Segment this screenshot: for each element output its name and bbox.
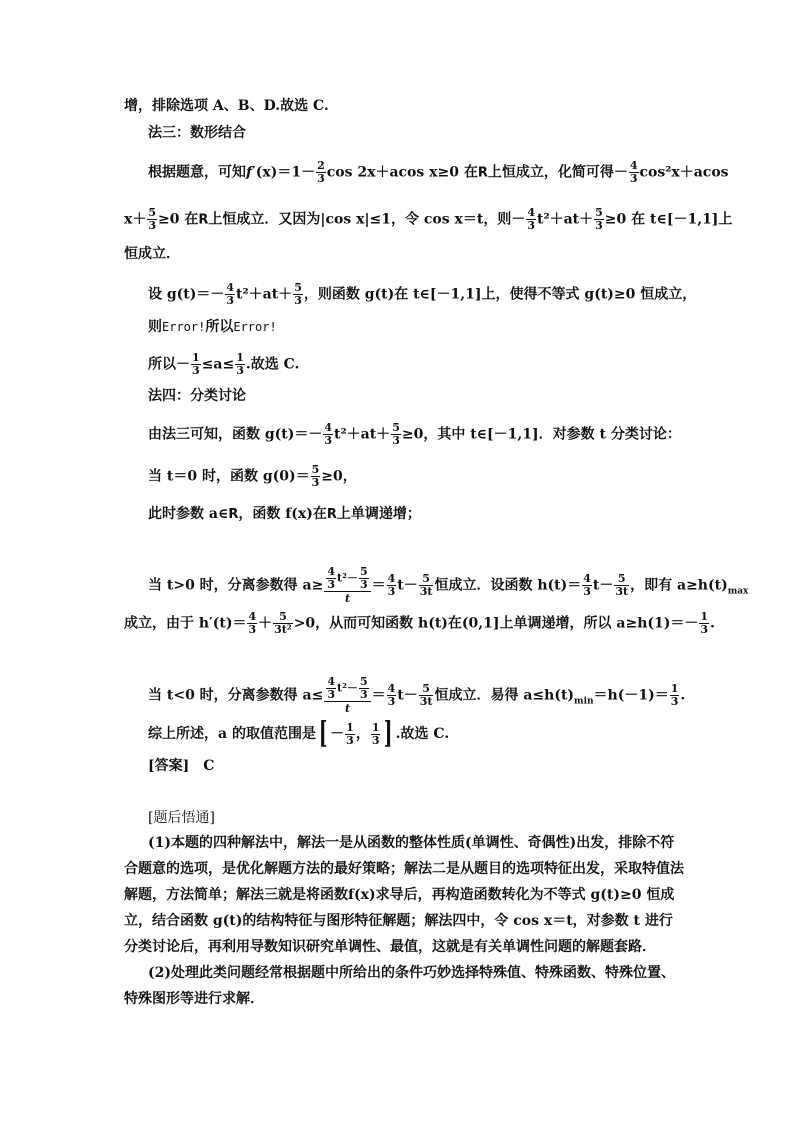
heading-text: 法四：分类讨论 bbox=[148, 388, 246, 404]
fraction bbox=[359, 566, 369, 591]
numerator: 5 bbox=[614, 573, 629, 586]
text-line-5 bbox=[124, 245, 180, 263]
seg: 恒成立．设函数 h(t)＝ bbox=[434, 577, 582, 594]
real-set-symbol: R bbox=[198, 212, 209, 228]
fraction bbox=[326, 676, 336, 701]
numerator: 1 bbox=[371, 720, 380, 734]
text-line-6 bbox=[148, 282, 696, 307]
seg: t－ bbox=[397, 687, 418, 704]
denominator: t bbox=[344, 702, 351, 715]
fraction bbox=[526, 207, 536, 232]
denominator: 3 bbox=[595, 219, 603, 232]
seg: t²＋at＋ bbox=[334, 426, 391, 443]
seg: t²＋at＋ bbox=[236, 286, 293, 303]
numerator: 5 bbox=[359, 565, 368, 578]
fraction bbox=[419, 573, 434, 598]
seg: 当 t＝0 时，函数 g(0)＝ bbox=[148, 468, 310, 485]
paragraph-text: (1)本题的四种解法中，解法一是从函数的整体性质(单调性、奇偶性)出发，排除不符合题意的选项，是优化解题方法的最好策略；解法二是从题目的选项特征出发，采取特值法解题，方法简单；解法三就是将函数f(x)求导后，再构造函数转化为不等式 g(t)≥0 恒成立，结合函数 g(t)的结构特征与图形特征解题；解法四中，令 cos x＝t，对参数 t 进行分类讨论后，再利用导数知识研究单调性、最值，这就是有关单调性问题的解题套路． bbox=[124, 835, 684, 955]
right-bracket: ] bbox=[384, 716, 393, 751]
text-line-13 bbox=[148, 566, 748, 605]
seg: ≥0， bbox=[321, 468, 357, 485]
seg: f bbox=[246, 164, 253, 181]
numerator: 4 bbox=[583, 572, 591, 585]
seg: 根据题意，可知 bbox=[148, 164, 246, 181]
seg: 所以 bbox=[205, 319, 234, 335]
numerator: 4 bbox=[387, 572, 396, 585]
seg: ′ bbox=[252, 164, 256, 181]
denominator: 3 bbox=[311, 476, 320, 489]
fraction bbox=[359, 676, 369, 701]
paragraph-text: (2)处理此类问题经常根据题中所给出的条件巧妙选择特殊值、特殊函数、特殊位置、特殊图形等进行求解． bbox=[124, 965, 675, 1007]
seg: t－ bbox=[592, 577, 614, 594]
numerator: 5 bbox=[359, 675, 368, 688]
seg: cos²x＋acos bbox=[639, 164, 729, 181]
numerator: 4 bbox=[527, 206, 535, 219]
fraction bbox=[594, 207, 604, 232]
seg: 恒成立．易得 a≤h(t) bbox=[434, 687, 575, 704]
seg: 上单调递增； bbox=[336, 506, 421, 522]
seg: t²－ bbox=[337, 571, 358, 585]
denominator: 3 bbox=[359, 688, 368, 701]
seg: 由法三可知，函数 g(t)＝－ bbox=[148, 426, 323, 443]
heading-text: 法三：数形结合 bbox=[148, 125, 246, 141]
text-line-16 bbox=[148, 716, 450, 751]
answer-text: [答案] C bbox=[148, 758, 215, 774]
seg: 所以－ bbox=[148, 356, 190, 373]
seg: ≥0 在 bbox=[158, 211, 199, 228]
summary-paragraph-2 bbox=[124, 960, 684, 1012]
compound-fraction bbox=[324, 566, 370, 605]
numerator bbox=[324, 676, 370, 702]
denominator: 3t bbox=[615, 585, 629, 598]
method-four-heading bbox=[148, 387, 246, 405]
error-placeholder: Error! bbox=[162, 320, 206, 334]
text-line-4 bbox=[124, 207, 732, 232]
seg: 当 t>0 时，分离参数得 a≥ bbox=[148, 577, 324, 594]
text-line-1 bbox=[124, 97, 329, 115]
heading-text: [题后悟通] bbox=[148, 810, 215, 826]
seg: ，函数 f(x)在 bbox=[238, 506, 327, 522]
method-three-heading bbox=[148, 124, 246, 142]
numerator: 4 bbox=[324, 421, 333, 434]
denominator: 3 bbox=[670, 695, 679, 708]
seg: 上恒成立．又因为|cos x|≤1，令 cos x＝t，则－ bbox=[208, 211, 526, 228]
fraction bbox=[273, 611, 293, 636]
text-line-12 bbox=[148, 505, 421, 524]
numerator: 4 bbox=[327, 565, 336, 578]
numerator: 1 bbox=[236, 351, 244, 364]
seg: ，则函数 g(t)在 t∈[－1,1]上，使得不等式 g(t)≥0 恒成立， bbox=[303, 286, 697, 303]
seg: ＋ bbox=[258, 615, 273, 632]
seg: ＝ bbox=[371, 577, 386, 594]
seg: t²＋at＋ bbox=[536, 211, 594, 228]
denominator: 3 bbox=[248, 623, 257, 636]
seg: 当 t<0 时，分离参数得 a≤ bbox=[148, 687, 324, 704]
compound-fraction bbox=[324, 676, 370, 715]
fraction bbox=[316, 160, 326, 185]
numerator: 5 bbox=[294, 281, 302, 294]
seg: t－ bbox=[397, 577, 418, 594]
seg: ， bbox=[355, 726, 370, 742]
real-set-symbol: R bbox=[477, 165, 488, 181]
seg: cos 2x＋acos x≥0 在 bbox=[326, 164, 478, 181]
seg: 上恒成立，化简可得－ bbox=[487, 164, 628, 181]
seg: (x)＝1－ bbox=[255, 164, 316, 181]
numerator bbox=[324, 566, 370, 592]
line-1-text: 增，排除选项 A、B、D.故选 C. bbox=[124, 98, 329, 114]
numerator: 4 bbox=[327, 675, 336, 688]
seg: x＋ bbox=[124, 211, 147, 228]
text-line-8 bbox=[148, 352, 299, 377]
text-line-10 bbox=[148, 422, 681, 447]
fraction bbox=[391, 422, 401, 447]
seg: 设 g(t)＝－ bbox=[148, 286, 225, 303]
seg: 恒成立． bbox=[124, 246, 180, 262]
seg: (t)＝ bbox=[212, 615, 247, 632]
denominator: 3 bbox=[236, 364, 244, 377]
denominator: 3 bbox=[327, 688, 336, 701]
denominator: 3 bbox=[387, 695, 396, 708]
error-placeholder: Error! bbox=[233, 320, 277, 334]
seg: ＝ bbox=[371, 687, 386, 704]
denominator: 3 bbox=[359, 578, 368, 591]
seg: >0，从而可知函数 h(t)在(0,1]上单调递增，所以 a≥h(1)＝－ bbox=[293, 615, 699, 632]
fraction bbox=[629, 160, 639, 185]
numerator: 4 bbox=[629, 159, 638, 172]
denominator: 3 bbox=[629, 172, 638, 185]
numerator: 4 bbox=[248, 610, 257, 623]
denominator: t bbox=[344, 592, 351, 605]
denominator: 3 bbox=[527, 219, 535, 232]
seg: . bbox=[680, 687, 686, 704]
numerator: 5 bbox=[148, 206, 157, 219]
seg: ＝h(－1)＝ bbox=[593, 687, 669, 704]
seg: ≤a≤ bbox=[201, 356, 235, 373]
fraction bbox=[699, 611, 709, 636]
fraction bbox=[387, 683, 397, 708]
numerator: 1 bbox=[192, 351, 200, 364]
denominator: 3 bbox=[226, 294, 235, 307]
subscript-min: min bbox=[574, 696, 594, 707]
fraction bbox=[614, 573, 629, 598]
fraction bbox=[311, 464, 321, 489]
seg: － bbox=[330, 726, 345, 742]
seg: 此时参数 a∈ bbox=[148, 506, 229, 522]
numerator: 1 bbox=[346, 720, 354, 734]
numerator: 5 bbox=[311, 463, 320, 476]
subscript-max: max bbox=[727, 586, 749, 597]
fraction bbox=[191, 352, 201, 377]
denominator: 3 bbox=[583, 585, 591, 598]
seg: .故选 C. bbox=[395, 726, 450, 742]
seg: t²－ bbox=[337, 681, 358, 695]
numerator: 5 bbox=[419, 573, 434, 586]
fraction bbox=[387, 573, 397, 598]
text-line-7 bbox=[148, 318, 277, 336]
denominator: 3 bbox=[192, 364, 200, 377]
text-line-14 bbox=[124, 611, 715, 636]
fraction bbox=[225, 282, 235, 307]
fraction bbox=[345, 722, 355, 747]
seg: ，即有 a≥h(t) bbox=[630, 577, 728, 594]
numerator: 5 bbox=[273, 611, 293, 624]
seg: 成立，由于 h′ bbox=[124, 615, 213, 632]
fraction bbox=[247, 611, 257, 636]
numerator: 4 bbox=[387, 682, 396, 695]
numerator: 4 bbox=[226, 281, 235, 294]
answer-line bbox=[148, 757, 214, 775]
summary-paragraph-1 bbox=[124, 830, 684, 960]
numerator: 5 bbox=[419, 683, 434, 696]
fraction bbox=[323, 422, 333, 447]
denominator: 3 bbox=[317, 172, 325, 185]
fraction bbox=[326, 566, 336, 591]
numerator: 2 bbox=[317, 159, 325, 172]
numerator: 5 bbox=[595, 206, 603, 219]
denominator: 3t bbox=[419, 695, 433, 708]
left-bracket: [ bbox=[318, 716, 328, 751]
fraction bbox=[419, 683, 434, 708]
seg: ≥0，其中 t∈[－1,1]．对参数 t 分类讨论： bbox=[401, 426, 681, 443]
denominator: 3 bbox=[392, 434, 400, 447]
denominator: 3 bbox=[294, 294, 302, 307]
denominator: 3 bbox=[327, 578, 336, 591]
fraction bbox=[371, 722, 381, 747]
fraction bbox=[582, 573, 592, 598]
fraction bbox=[147, 207, 157, 232]
denominator: 3 bbox=[371, 733, 380, 747]
denominator: 3t² bbox=[274, 623, 292, 636]
denominator: 3 bbox=[346, 733, 354, 747]
real-set-symbol: R bbox=[228, 507, 239, 522]
seg: 综上所述，a 的取值范围是 bbox=[148, 726, 316, 742]
seg: 则 bbox=[148, 319, 162, 335]
real-set-symbol: R bbox=[326, 507, 337, 522]
numerator: 1 bbox=[700, 610, 709, 623]
denominator: 3t bbox=[419, 585, 433, 598]
fraction bbox=[235, 352, 245, 377]
text-line-11 bbox=[148, 464, 357, 489]
numerator: 1 bbox=[670, 682, 679, 695]
seg: ≥0 在 t∈[－1,1]上 bbox=[604, 211, 733, 228]
denominator: 3 bbox=[148, 219, 157, 232]
text-line-15 bbox=[148, 676, 685, 715]
fraction bbox=[293, 282, 303, 307]
seg: .故选 C. bbox=[245, 356, 300, 373]
fraction bbox=[670, 683, 680, 708]
summary-heading bbox=[148, 809, 215, 827]
denominator: 3 bbox=[387, 585, 396, 598]
numerator: 5 bbox=[392, 421, 400, 434]
seg: . bbox=[710, 615, 715, 632]
denominator: 3 bbox=[324, 434, 333, 447]
denominator: 3 bbox=[700, 623, 709, 636]
text-line-3 bbox=[148, 160, 729, 185]
